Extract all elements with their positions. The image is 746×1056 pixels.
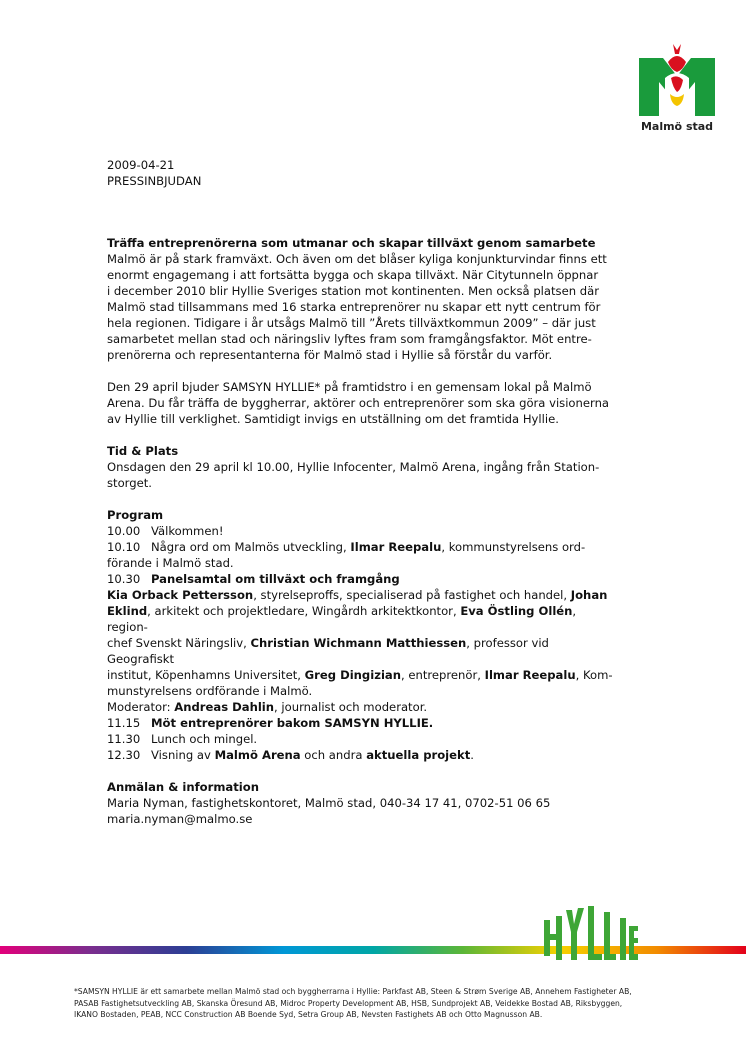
tid-line: Onsdagen den 29 april kl 10.00, Hyllie Infocenter, Malmö Arena, ingång från Station- <box>107 460 600 474</box>
press-release-body <box>107 157 617 827</box>
release-date: 2009-04-21 <box>107 158 175 172</box>
program-item: 11.30 Lunch och mingel. <box>107 732 258 746</box>
program-item: 11.15 Möt entreprenörer bakom SAMSYN HYLLIE. <box>107 716 434 730</box>
intro-line: prenörerna och representanterna för Malmö stad i Hyllie så förstår du varför. <box>107 348 553 362</box>
logo-text: Malmö stad <box>640 120 714 133</box>
panel-line: Eklind, arkitekt och projektledare, Wingårdh arkitektkontor, Eva Östling Ollén, region- <box>107 604 577 634</box>
program-item: 10.00 Välkommen! <box>107 524 224 538</box>
intro-line: Malmö är på stark framväxt. Och även om det blåser kyliga konjunkturvindar finns ett <box>107 252 607 266</box>
moderator-line: Moderator: Andreas Dahlin, journalist och moderator. <box>107 700 428 714</box>
program-item: 10.10 Några ord om Malmös utveckling, Ilmar Reepalu, kommunstyrelsens ord- <box>107 540 586 554</box>
footnote <box>74 986 684 1021</box>
intro-line: Malmö stad tillsammans med 16 starka entreprenörer nu skapar ett nytt centrum för <box>107 300 601 314</box>
intro-line: enormt engagemang i att fortsätta bygga och skapa tillväxt. När Citytunneln öppnar <box>107 268 599 282</box>
contact-heading: Anmälan & information <box>107 780 259 794</box>
panel-line: Kia Orback Pettersson, styrelseproffs, specialiserad på fastighet och handel, Johan <box>107 588 608 602</box>
malmo-coat-of-arms-icon <box>637 38 717 120</box>
contact-line: Maria Nyman, fastighetskontoret, Malmö stad, 040-34 17 41, 0702-51 06 65 <box>107 796 551 810</box>
tid-line: storget. <box>107 476 152 490</box>
program-item: 12.30 Visning av Malmö Arena och andra aktuella projekt. <box>107 748 474 762</box>
program-item-cont: förande i Malmö stad. <box>107 556 234 570</box>
release-title: Träffa entreprenörerna som utmanar och skapar tillväxt genom samarbete <box>107 236 596 250</box>
tid-heading: Tid & Plats <box>107 444 179 458</box>
program-heading: Program <box>107 508 164 522</box>
panel-line: chef Svenskt Näringsliv, Christian Wichmann Matthiessen, professor vid Geografiskt <box>107 636 549 666</box>
intro-line: i december 2010 blir Hyllie Sveriges station mot kontinenten. Men också platsen där <box>107 284 599 298</box>
para2-line: Arena. Du får träffa de byggherrar, aktörer och entreprenörer som ska göra visionerna <box>107 396 610 410</box>
para2-line: av Hyllie till verklighet. Samtidigt invigs en utställning om det framtida Hyllie. <box>107 412 559 426</box>
panel-line: institut, Köpenhamns Universitet, Greg Dingizian, entreprenör, Ilmar Reepalu, Kom- <box>107 668 613 682</box>
footnote-line: PASAB Fastighetsutveckling AB, Skanska Öresund AB, Midroc Property Development AB, HSB, Sundprojekt AB, Veidekke Bostad AB, Riksbyggen, <box>74 998 623 1008</box>
hyllie-logo-icon <box>540 898 640 966</box>
malmo-stad-logo <box>637 38 717 138</box>
footnote-line: *SAMSYN HYLLIE är ett samarbete mellan Malmö stad och byggherrarna i Hyllie: Parkfast AB, Steen & Strøm Sverige AB, Annehem Fastigheter AB, <box>74 987 632 996</box>
contact-email[interactable]: maria.nyman@malmo.se <box>107 812 253 826</box>
para2-line: Den 29 april bjuder SAMSYN HYLLIE* på framtidstro i en gemensam lokal på Malmö <box>107 380 592 394</box>
hyllie-logo <box>540 898 640 966</box>
panel-line: munstyrelsens ordförande i Malmö. <box>107 684 313 698</box>
intro-line: hela regionen. Tidigare i år utsågs Malmö till ”Årets tillväxtkommun 2009” – där just <box>107 316 596 330</box>
release-type: PRESSINBJUDAN <box>107 174 202 188</box>
intro-line: samarbetet mellan stad och näringsliv lyftes fram som framgångsfaktor. Möt entre- <box>107 332 592 346</box>
program-item: 10.30 Panelsamtal om tillväxt och framgång <box>107 572 400 586</box>
footnote-line: IKANO Bostaden, PEAB, NCC Construction AB Boende Syd, Setra Group AB, Nevsten Fastighets AB och Otto Magnusson AB. <box>74 1010 543 1019</box>
